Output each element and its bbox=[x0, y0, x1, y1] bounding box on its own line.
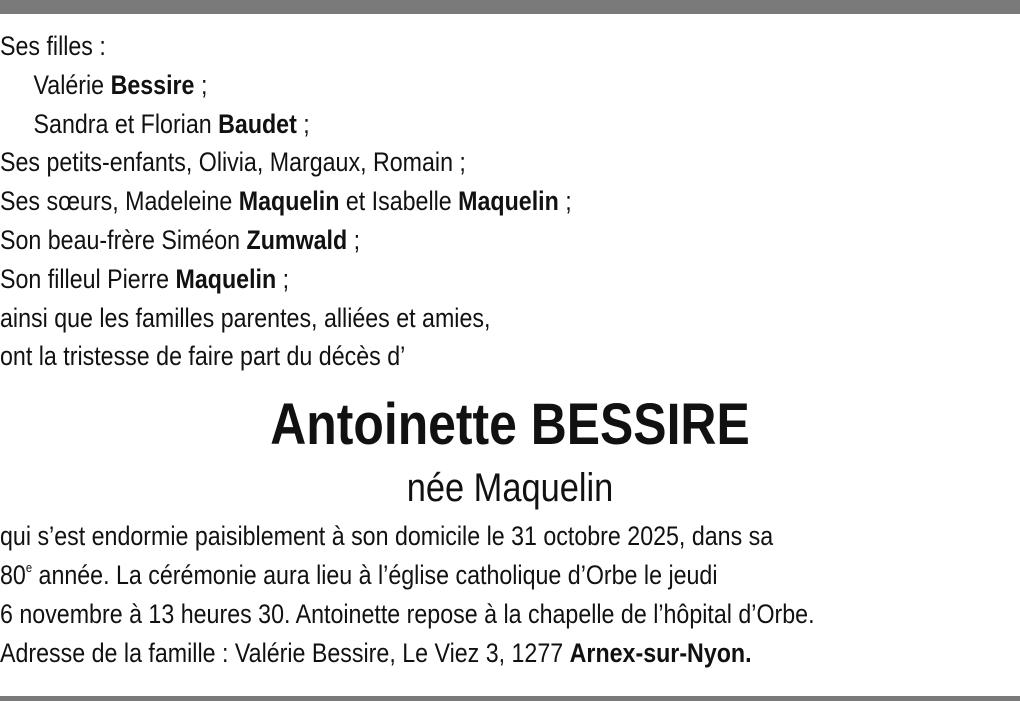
daughter-1-end: ; bbox=[200, 69, 208, 100]
address-line bbox=[0, 634, 877, 673]
sisters-line bbox=[0, 182, 877, 221]
daughter-line-1 bbox=[0, 66, 877, 105]
sisters-end: ; bbox=[565, 186, 572, 217]
sisters-prefix: Ses sœurs, Madeleine bbox=[0, 186, 233, 217]
body-line-2 bbox=[0, 556, 877, 595]
top-rule bbox=[0, 0, 1020, 14]
sister-1-last: Maquelin bbox=[238, 186, 340, 217]
address-prefix: Adresse de la famille : Valérie Bessire, Le Viez 3, 1277 bbox=[0, 637, 564, 668]
brother-in-law-last: Zumwald bbox=[246, 224, 348, 255]
age-ordinal: e bbox=[25, 559, 33, 575]
deceased-name: Antoinette BESSIRE bbox=[270, 392, 750, 458]
notice-body bbox=[0, 517, 1020, 672]
godson-last: Maquelin bbox=[175, 263, 277, 294]
families-line: ainsi que les familles parentes, alliées et amies, bbox=[0, 302, 491, 333]
body-line-3: 6 novembre à 13 heures 30. Antoinette repose à la chapelle de l’hôpital d’Orbe. bbox=[0, 598, 815, 629]
sisters-mid: et Isabelle bbox=[345, 186, 452, 217]
grandchildren-line: Ses petits-enfants, Olivia, Margaux, Romain ; bbox=[0, 147, 466, 178]
daughter-1-first: Valérie bbox=[33, 69, 105, 100]
address-city: Arnex-sur-Nyon. bbox=[569, 637, 752, 668]
ceremony-text: année. La cérémonie aura lieu à l’église catholique d’Orbe le jeudi bbox=[38, 559, 718, 590]
sister-2-last: Maquelin bbox=[458, 186, 559, 217]
body-line-1: qui s’est endormie paisiblement à son domicile le 31 octobre 2025, dans sa bbox=[0, 521, 774, 552]
age-number: 80 bbox=[0, 559, 26, 590]
announcement-line: ont la tristesse de faire part du décès d’ bbox=[0, 341, 406, 372]
bottom-rule bbox=[0, 696, 1020, 701]
brother-in-law-end: ; bbox=[353, 224, 361, 255]
godson-prefix: Son filleul Pierre bbox=[0, 263, 170, 294]
maiden-name: née Maquelin bbox=[406, 466, 614, 511]
godson-line bbox=[0, 260, 877, 299]
brother-in-law-line bbox=[0, 221, 877, 260]
daughter-line-2 bbox=[0, 105, 877, 144]
godson-end: ; bbox=[282, 263, 290, 294]
daughter-2-end: ; bbox=[303, 108, 310, 139]
brother-in-law-prefix: Son beau-frère Siméon bbox=[0, 224, 241, 255]
daughter-2-first: Sandra et Florian bbox=[33, 108, 212, 139]
daughters-intro: Ses filles : bbox=[0, 31, 106, 61]
death-notice bbox=[0, 27, 1020, 672]
daughter-1-last: Bessire bbox=[110, 69, 195, 100]
daughter-2-last: Baudet bbox=[218, 108, 297, 139]
